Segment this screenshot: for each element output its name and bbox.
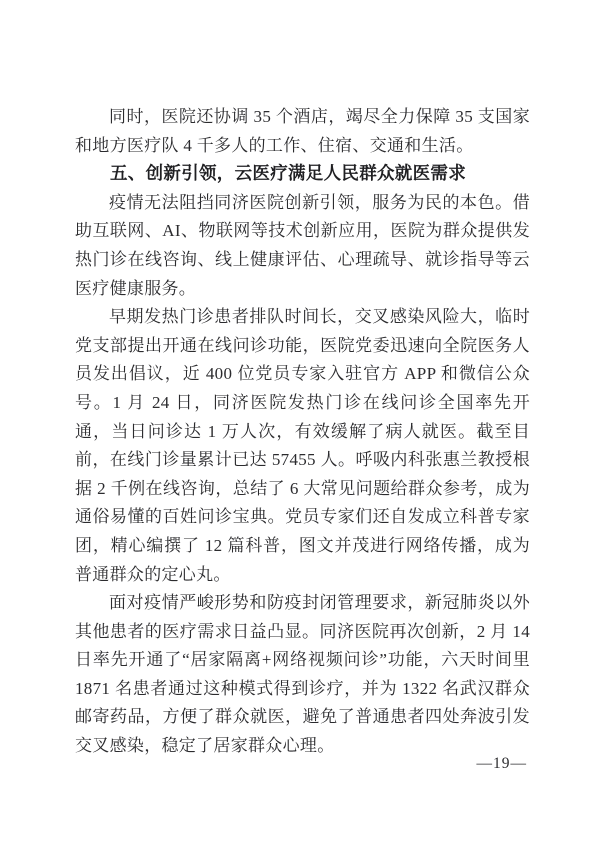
- paragraph: 面对疫情严峻形势和防疫封闭管理要求，新冠肺炎以外其他患者的医疗需求日益凸显。同济医院再次创新，2 月 14 日率先开通了“居家隔离+网络视频问诊”功能，六天时间里 1871 名患者通过这种模式得到诊疗，并为 1322 名武汉群众邮寄药品，方便了群众就医，避免了普通患者四处奔波引发交叉感染，稳定了居家群众心理。: [75, 593, 530, 756]
- page-number: —19—: [476, 755, 527, 772]
- paragraph: 早期发热门诊患者排队时间长，交叉感染风险大，临时党支部提出开通在线问诊功能，医院党委迅速向全院医务人员发出倡议，近 400 位党员专家入驻官方 APP 和微信公众号。1 月 24 日，同济医院发热门诊在线问诊全国率先开通，当日问诊达 1 万人次，有效缓解了病人就医。截至目前，在线门诊量累计已达 57455 人。呼吸内科张惠兰教授根据 2 千例在线咨询，总结了 6 大常见问题给群众参考，成为通俗易懂的百姓问诊宝典。党员专家们还自发成立科普专家团，精心编撰了 12 篇科普，图文并茂进行网络传播，成为普通群众的定心丸。: [75, 307, 530, 584]
- paragraph: 同时，医院还协调 35 个酒店，竭尽全力保障 35 支国家和地方医疗队 4 千多人的工作、住宿、交通和生活。: [75, 107, 530, 155]
- document-body: [75, 103, 530, 761]
- paragraph: 疫情无法阻挡同济医院创新引领，服务为民的本色。借助互联网、AI、物联网等技术创新应用，医院为群众提供发热门诊在线咨询、线上健康评估、心理疏导、就诊指导等云医疗健康服务。: [75, 192, 530, 298]
- section-heading: 五、创新引领，云医疗满足人民群众就医需求: [110, 164, 466, 185]
